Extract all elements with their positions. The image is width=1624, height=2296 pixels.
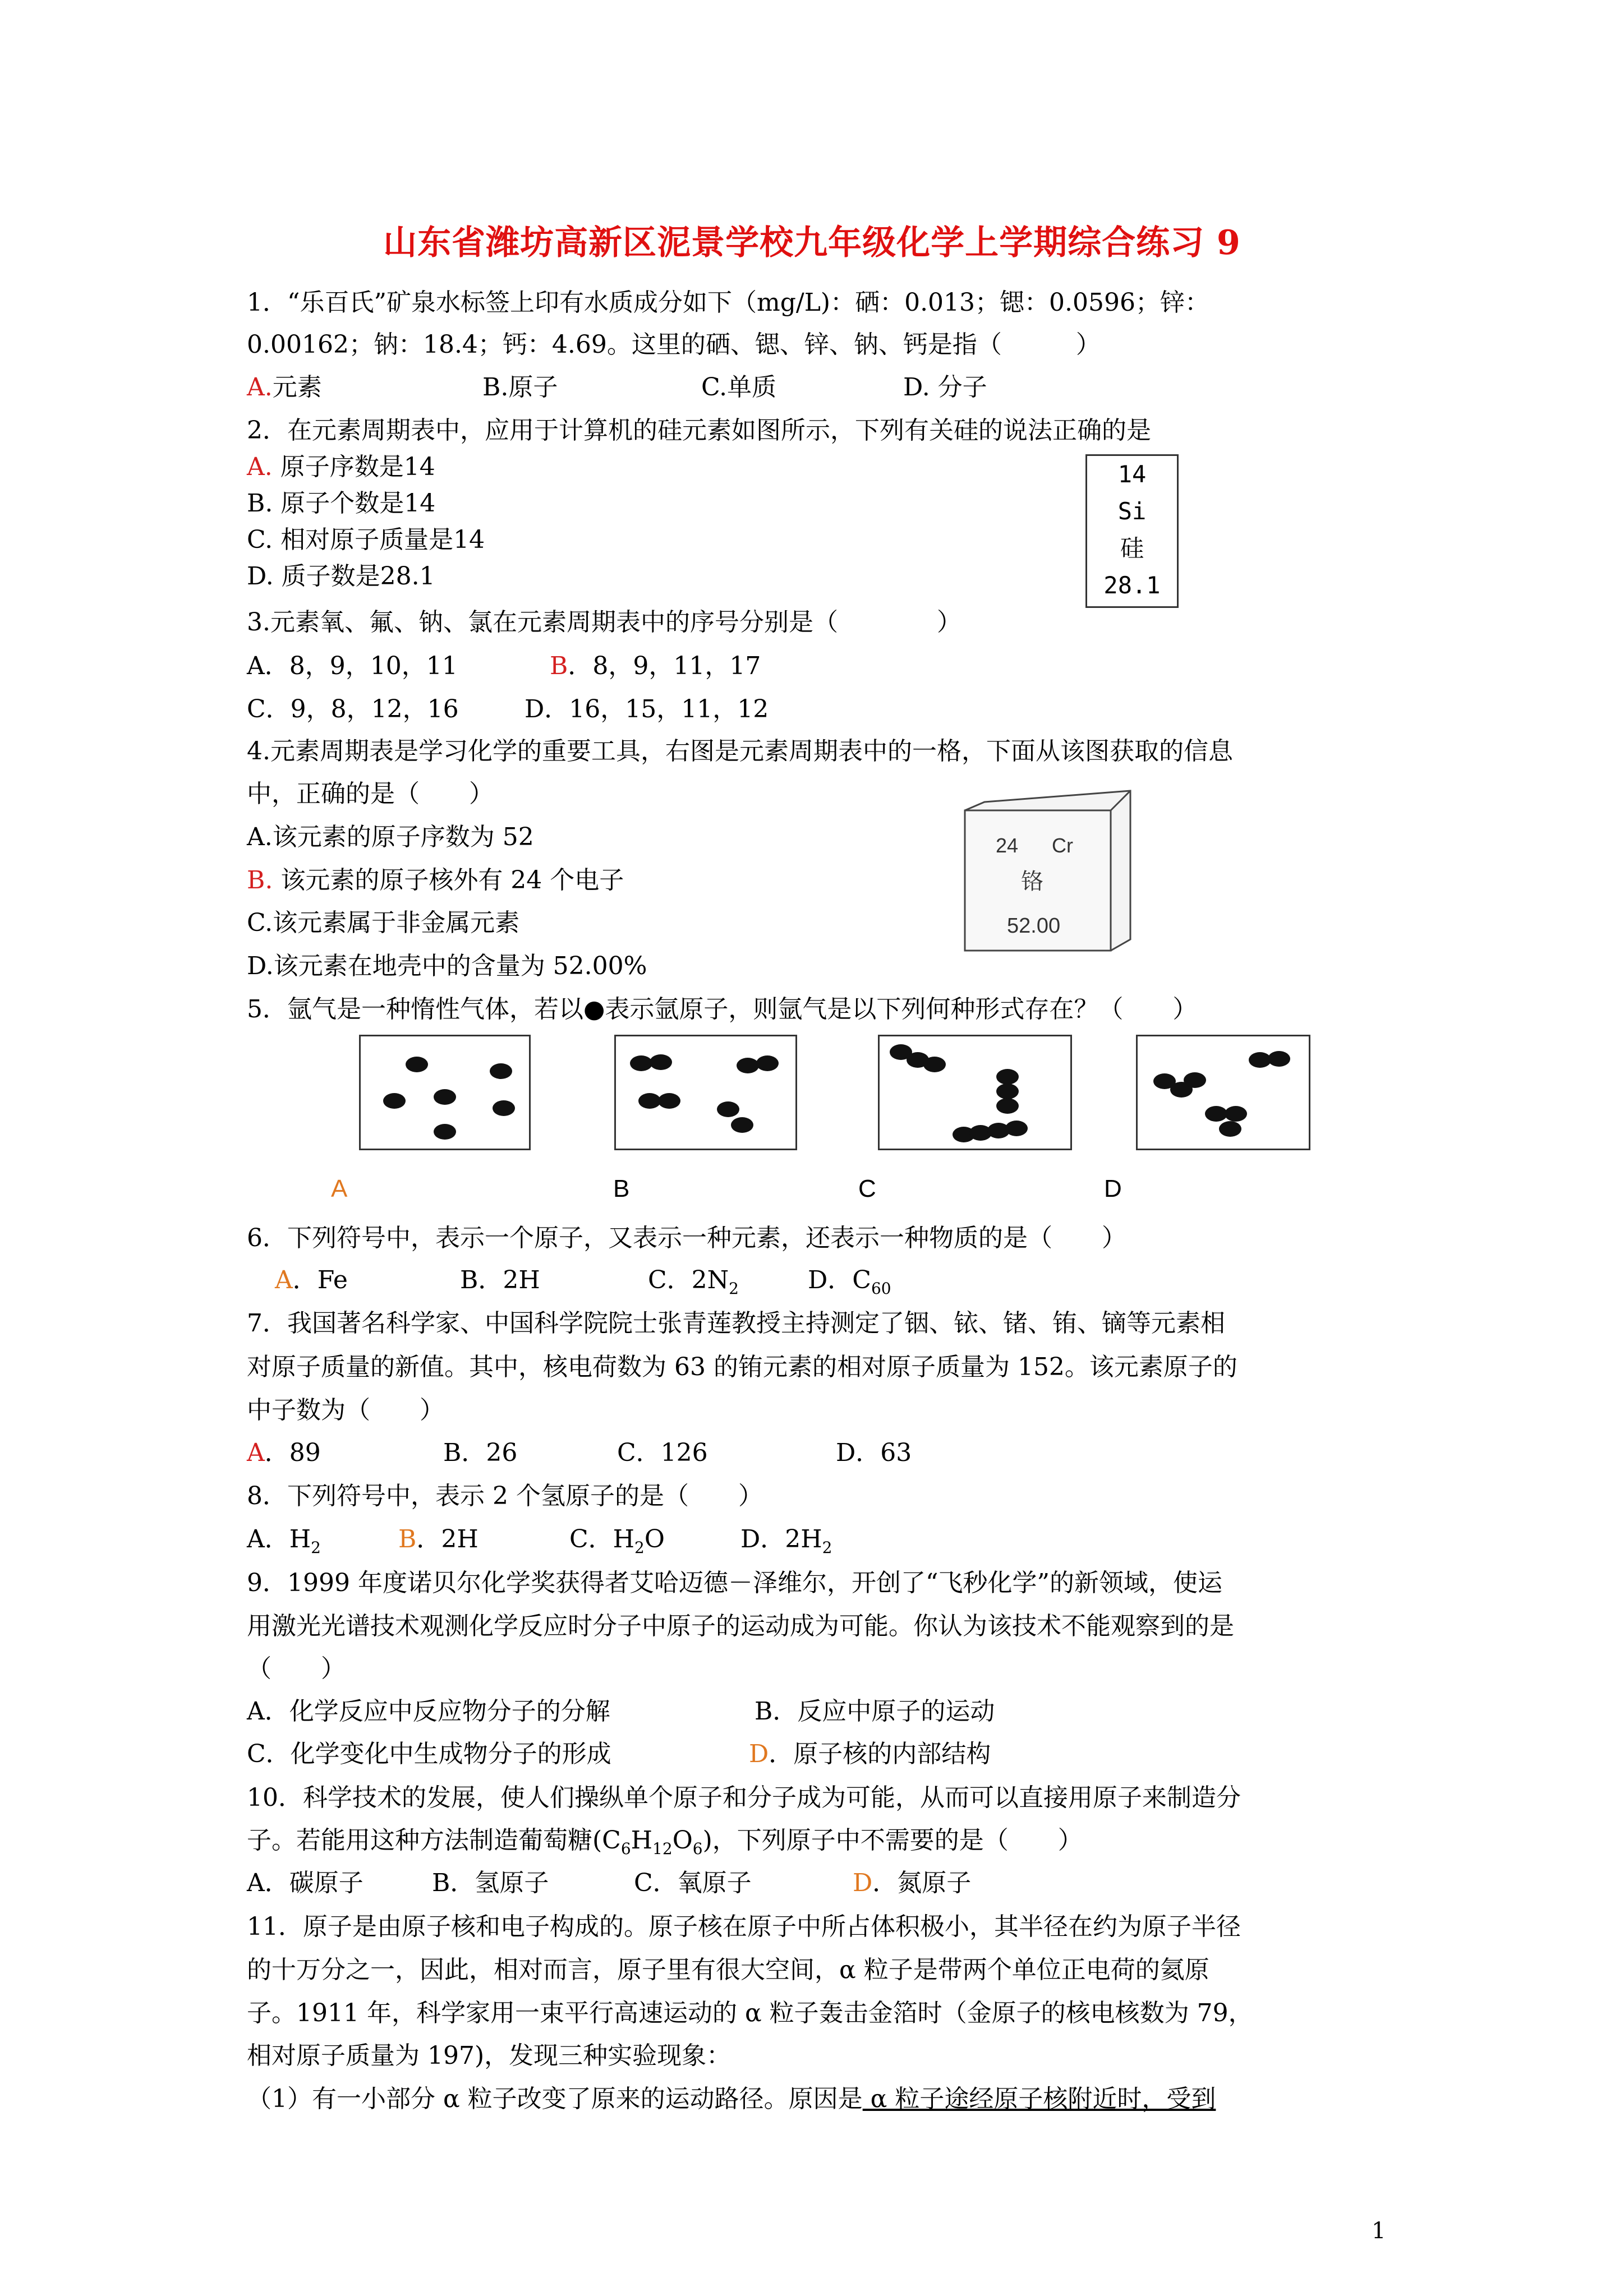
q3-option-b: ．8，9，11，17 [568,652,761,680]
q1-option-a-letter: A. [247,373,273,402]
q5-label-d: D [1104,1175,1122,1202]
q1-options [247,372,987,403]
q10-option-b: B．氢原子 [432,1869,549,1897]
q1-option-b: B.原子 [482,373,558,402]
q2-option-b: B. 原子个数是14 [247,489,436,518]
q2-stem: 2．在元素周期表中，应用于计算机的硅元素如图所示，下列有关硅的说法正确的是 [247,416,1151,445]
si-atomic-number: 14 [1117,460,1147,488]
q2-option-d: D. 质子数是28.1 [247,562,435,591]
q7-option-b: B．26 [443,1439,518,1467]
q8-option-c-tail: O [644,1525,665,1553]
q2-option-a-letter: A. [247,453,273,481]
q2-option-a [247,451,435,483]
q3-options-ab [247,651,761,682]
q4-option-c: C.该元素属于非金属元素 [247,909,520,937]
document-title: 山东省潍坊高新区泥景学校九年级化学上学期综合练习 9 [383,223,1241,262]
cr-symbol: Cr [1052,834,1073,857]
q3-options-cd [247,694,769,725]
q3-stem: 3.元素氧、氟、钠、氯在元素周期表中的序号分别是（ ） [247,608,961,637]
q4-option-b [247,865,624,896]
q11-line5 [247,2083,1216,2115]
q7-option-d: D．63 [836,1439,912,1467]
q9-options-ab [247,1696,995,1727]
q4-option-a: A.该元素的原子序数为 52 [247,823,534,851]
q10-options [247,1868,972,1899]
q5-stem: 5．氩气是一种惰性气体，若以●表示氩原子，则氩气是以下列何种形式存在？（ ） [247,995,1198,1023]
q2-option-c: C. 相对原子质量是14 [247,525,485,554]
q5-label-c: C [858,1175,876,1202]
q10-sub-h: 12 [652,1839,673,1858]
si-name: 硅 [1120,534,1144,562]
q8-stem: 8．下列符号中，表示 2 个氢原子的是（ ） [247,1482,763,1510]
q8-option-a: A．H [247,1525,311,1553]
q6-stem: 6．下列符号中，表示一个原子，又表示一种元素，还表示一种物质的是（ ） [247,1224,1126,1252]
q8-option-c-sub: 2 [634,1538,645,1557]
q7-line1: 7．我国著名科学家、中国科学院院士张青莲教授主持测定了铟、铱、锗、铕、镝等元素相 [247,1309,1225,1338]
q9-option-b: B．反应中原子的运动 [755,1697,995,1726]
q4-line2: 中，正确的是（ ） [247,780,494,808]
q8-option-d: D．2H [740,1525,822,1553]
q10-option-a: A．碳原子 [247,1869,364,1897]
chromium-element-cube [962,788,1142,967]
q11-answer-1: α 粒子途经原子核附近时，受到 [862,2085,1216,2113]
q1-line2: 0.00162；钠：18.4；钙：4.69。这里的硒、锶、锌、钠、钙是指（ ） [247,330,1101,359]
q8-option-b-letter: B [398,1525,417,1553]
q4-option-d: D.该元素在地壳中的含量为 52.00% [247,952,647,980]
q9-option-c: C．化学变化中生成物分子的形成 [247,1740,611,1768]
q6-option-d: D．C [808,1266,871,1294]
q10-line2 [247,1825,1083,1865]
q2-option-a-text: 原子序数是14 [272,453,435,481]
q5-figure-d [1136,1035,1310,1150]
q8-option-c: C．H [569,1525,635,1553]
q7-option-a: ．89 [264,1439,321,1467]
q10-line2-part4: )，下列原子中不需要的是（ ） [702,1826,1083,1855]
q6-option-d-sub: 60 [871,1279,891,1298]
q3-option-d: D．16，15，11，12 [525,695,769,723]
q7-option-c: C．126 [617,1439,708,1467]
q1-line1: 1．“乐百氏”矿泉水标签上印有水质成分如下（mg/L)：硒：0.013；锶：0.0596；锌： [247,288,1209,317]
q1-option-a: 元素 [272,373,322,402]
q8-option-d-sub: 2 [822,1538,832,1557]
q10-option-d: ．氮原子 [872,1869,972,1897]
q8-options [247,1524,832,1564]
q9-option-a: A．化学反应中反应物分子的分解 [247,1697,610,1726]
q6-options [275,1265,891,1298]
cr-atomic-number: 24 [996,834,1019,857]
silicon-element-box [1085,454,1179,608]
q6-option-b: B．2H [460,1266,540,1294]
q6-option-a-letter: A [275,1266,293,1294]
q9-line3: （ ） [247,1654,346,1683]
q3-option-c: C．9，8，12，16 [247,695,459,723]
q11-question-1: （1）有一小部分 α 粒子改变了原来的运动路径。原因是 [247,2085,863,2113]
q8-option-a-sub: 2 [311,1538,321,1557]
q10-sub-c: 6 [620,1839,631,1858]
q11-line1: 11．原子是由原子核和电子构成的。原子核在原子中所占体积极小，其半径在约为原子半径 [247,1912,1241,1941]
q9-line2: 用激光光谱技术观测化学反应时分子中原子的运动成为可能。你认为该技术不能观察到的是 [247,1612,1234,1640]
q10-line1: 10．科学技术的发展，使人们操纵单个原子和分子成为可能，从而可以直接用原子来制造分 [247,1783,1241,1812]
q5-figure-a [359,1035,531,1150]
q6-option-c-sub: 2 [729,1279,739,1298]
q1-option-c: C.单质 [701,373,777,402]
q3-option-b-letter: B [550,652,568,680]
q3-option-a: A．8，9，10，11 [247,652,458,680]
q1-option-d: D. 分子 [903,373,987,402]
q7-line2: 对原子质量的新值。其中，核电荷数为 63 的铕元素的相对原子质量为 152。该元素原子的 [247,1353,1237,1381]
q11-line2: 的十万分之一，因此，相对而言，原子里有很大空间，α 粒子是带两个单位正电荷的氦原 [247,1956,1209,1984]
q9-option-d: ．原子核的内部结构 [769,1740,991,1768]
q10-sub-o: 6 [692,1839,703,1858]
q5-figure-c [878,1035,1072,1150]
si-atomic-mass: 28.1 [1103,571,1161,599]
q5-label-b: B [613,1175,630,1202]
q10-line2-part1: 子。若能用这种方法制造葡萄糖(C [247,1826,621,1855]
q4-line1: 4.元素周期表是学习化学的重要工具，右图是元素周期表中的一格，下面从该图获取的信息 [247,737,1233,766]
page-number: 1 [1372,2218,1386,2244]
si-symbol: Si [1117,497,1147,525]
q11-line3: 子。1911 年，科学家用一束平行高速运动的 α 粒子轰击金箔时（金原子的核电核数为 79， [247,1999,1253,2027]
cr-atomic-mass: 52.00 [1007,914,1061,938]
q4-option-b-text: 该元素的原子核外有 24 个电子 [273,866,624,895]
q8-option-b: ．2H [416,1525,479,1553]
q4-option-b-letter: B. [247,866,273,895]
q7-line3: 中子数为（ ） [247,1396,444,1424]
q6-option-a: ．Fe [292,1266,348,1294]
q9-option-d-letter: D [749,1740,769,1768]
q7-options [247,1437,912,1469]
q9-line1: 9．1999 年度诺贝尔化学奖获得者艾哈迈德－泽维尔，开创了“飞秒化学”的新领域，使运 [247,1569,1222,1597]
q10-option-d-letter: D [853,1869,873,1897]
q5-figure-b [614,1035,797,1150]
q9-options-cd [247,1739,991,1770]
q5-label-a: A [331,1175,348,1202]
q11-line4: 相对原子质量为 197)，发现三种实验现象： [247,2041,732,2070]
q10-line2-part3: O [672,1826,693,1855]
q10-option-c: C．氧原子 [634,1869,752,1897]
q6-option-c: C．2N [648,1266,729,1294]
q10-line2-part2: H [631,1826,653,1855]
q7-option-a-letter: A [247,1439,265,1467]
cr-name: 铬 [1021,869,1043,895]
